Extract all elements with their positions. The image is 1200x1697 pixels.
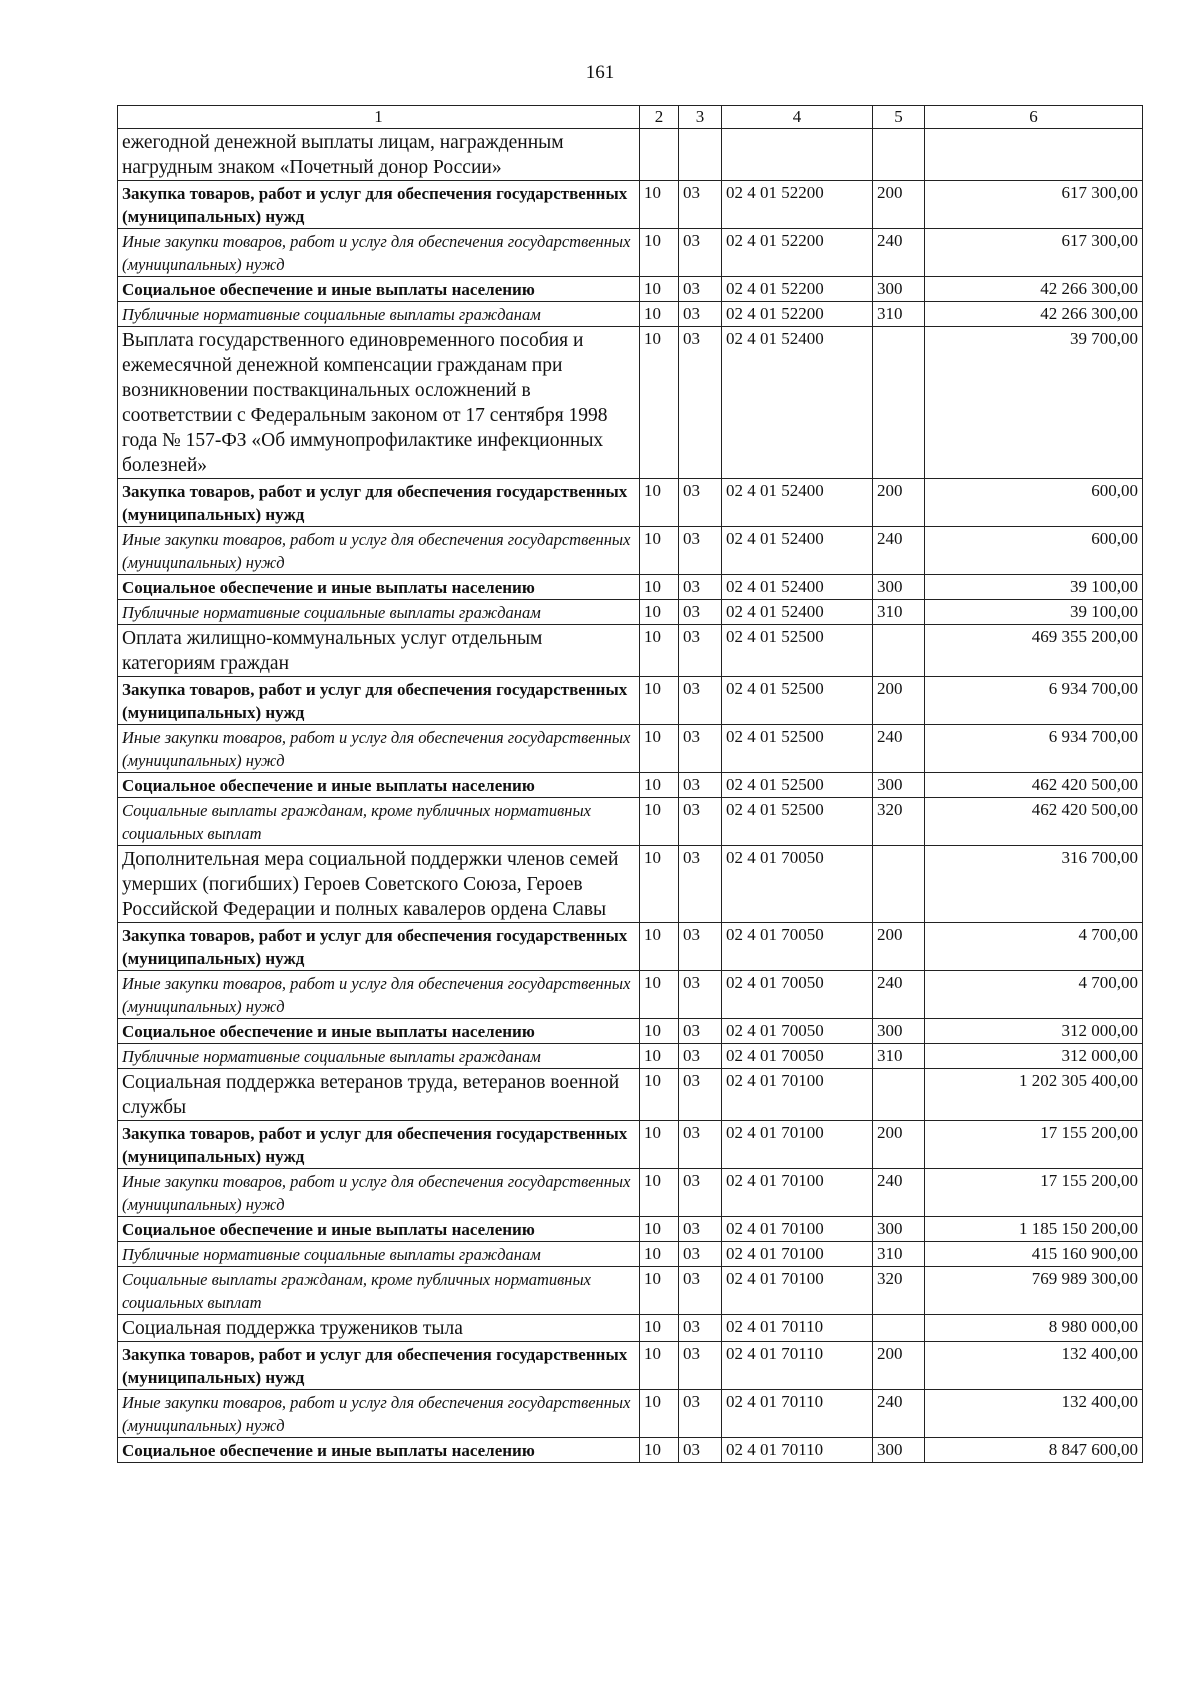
- row-subsection-cell: 03: [679, 773, 722, 798]
- row-section-cell: 10: [640, 1169, 679, 1217]
- row-expense-type-cell: 200: [873, 1121, 925, 1169]
- header-cell: 6: [925, 106, 1143, 129]
- row-subsection-cell: 03: [679, 277, 722, 302]
- header-cell: 1: [118, 106, 640, 129]
- row-amount-cell: 462 420 500,00: [925, 773, 1143, 798]
- row-amount-cell: 316 700,00: [925, 846, 1143, 923]
- row-amount-cell: 4 700,00: [925, 971, 1143, 1019]
- row-expense-type-cell: 300: [873, 575, 925, 600]
- row-name-cell: Выплата государственного единовременного пособия и ежемесячной денежной компенсации гражданам при возникновении поствакцинальных осложнений в соответствии с Федеральным законом от 17 сентября 1998 года № 157-ФЗ «Об иммунопрофилактике инфекционных болезней»: [118, 327, 640, 479]
- row-subsection-cell: 03: [679, 600, 722, 625]
- table-row: [118, 1217, 1143, 1242]
- table-row: [118, 1267, 1143, 1315]
- row-section-cell: 10: [640, 229, 679, 277]
- table-row: [118, 1169, 1143, 1217]
- row-amount-cell: 617 300,00: [925, 229, 1143, 277]
- row-expense-type-cell: [873, 1315, 925, 1342]
- row-amount-cell: 8 980 000,00: [925, 1315, 1143, 1342]
- row-amount-cell: 42 266 300,00: [925, 277, 1143, 302]
- row-name-cell: Социальное обеспечение и иные выплаты населению: [118, 773, 640, 798]
- table-row: [118, 971, 1143, 1019]
- row-section-cell: 10: [640, 1217, 679, 1242]
- row-subsection-cell: 03: [679, 327, 722, 479]
- row-section-cell: 10: [640, 277, 679, 302]
- row-subsection-cell: 03: [679, 1315, 722, 1342]
- row-name-cell: ежегодной денежной выплаты лицам, награжденным нагрудным знаком «Почетный донор России»: [118, 129, 640, 181]
- header-cell: 4: [722, 106, 873, 129]
- row-name-cell: Иные закупки товаров, работ и услуг для обеспечения государственных (муниципальных) нужд: [118, 971, 640, 1019]
- header-cell: 2: [640, 106, 679, 129]
- row-subsection-cell: 03: [679, 479, 722, 527]
- row-section-cell: 10: [640, 1069, 679, 1121]
- header-row: [118, 106, 1143, 129]
- row-name-cell: Иные закупки товаров, работ и услуг для обеспечения государственных (муниципальных) нужд: [118, 229, 640, 277]
- row-subsection-cell: 03: [679, 846, 722, 923]
- row-expense-type-cell: 240: [873, 229, 925, 277]
- table-row: [118, 1121, 1143, 1169]
- row-section-cell: 10: [640, 1342, 679, 1390]
- row-target-code-cell: 02 4 01 52500: [722, 725, 873, 773]
- row-subsection-cell: 03: [679, 798, 722, 846]
- row-subsection-cell: 03: [679, 527, 722, 575]
- row-subsection-cell: 03: [679, 229, 722, 277]
- row-subsection-cell: 03: [679, 1342, 722, 1390]
- row-target-code-cell: 02 4 01 52400: [722, 575, 873, 600]
- row-section-cell: 10: [640, 625, 679, 677]
- table-row: [118, 575, 1143, 600]
- row-section-cell: 10: [640, 181, 679, 229]
- row-section-cell: 10: [640, 600, 679, 625]
- row-section-cell: [640, 129, 679, 181]
- row-target-code-cell: 02 4 01 52500: [722, 677, 873, 725]
- row-subsection-cell: 03: [679, 677, 722, 725]
- row-section-cell: 10: [640, 773, 679, 798]
- row-subsection-cell: 03: [679, 625, 722, 677]
- row-name-cell: Социальная поддержка тружеников тыла: [118, 1315, 640, 1342]
- row-target-code-cell: 02 4 01 70100: [722, 1121, 873, 1169]
- table-row: [118, 798, 1143, 846]
- row-section-cell: 10: [640, 677, 679, 725]
- row-section-cell: 10: [640, 725, 679, 773]
- row-subsection-cell: 03: [679, 923, 722, 971]
- row-amount-cell: 600,00: [925, 479, 1143, 527]
- row-amount-cell: 4 700,00: [925, 923, 1143, 971]
- row-name-cell: Публичные нормативные социальные выплаты гражданам: [118, 1044, 640, 1069]
- table-row: [118, 1069, 1143, 1121]
- page-number: 161: [585, 62, 615, 83]
- row-target-code-cell: 02 4 01 70110: [722, 1315, 873, 1342]
- row-amount-cell: 17 155 200,00: [925, 1169, 1143, 1217]
- row-section-cell: 10: [640, 575, 679, 600]
- row-target-code-cell: 02 4 01 70050: [722, 846, 873, 923]
- header-cell: 3: [679, 106, 722, 129]
- table-row: [118, 923, 1143, 971]
- row-subsection-cell: 03: [679, 725, 722, 773]
- row-amount-cell: 769 989 300,00: [925, 1267, 1143, 1315]
- row-name-cell: Социальное обеспечение и иные выплаты населению: [118, 277, 640, 302]
- row-expense-type-cell: 240: [873, 1390, 925, 1438]
- row-subsection-cell: 03: [679, 1267, 722, 1315]
- row-amount-cell: 6 934 700,00: [925, 677, 1143, 725]
- table-row: [118, 625, 1143, 677]
- row-target-code-cell: 02 4 01 70100: [722, 1267, 873, 1315]
- row-name-cell: Дополнительная мера социальной поддержки членов семей умерших (погибших) Героев Советского Союза, Героев Российской Федерации и полных кавалеров ордена Славы: [118, 846, 640, 923]
- row-subsection-cell: 03: [679, 1438, 722, 1463]
- row-name-cell: Иные закупки товаров, работ и услуг для обеспечения государственных (муниципальных) нужд: [118, 1390, 640, 1438]
- row-amount-cell: 415 160 900,00: [925, 1242, 1143, 1267]
- row-name-cell: Социальные выплаты гражданам, кроме публичных нормативных социальных выплат: [118, 798, 640, 846]
- row-section-cell: 10: [640, 527, 679, 575]
- row-target-code-cell: 02 4 01 70110: [722, 1390, 873, 1438]
- row-amount-cell: 1 185 150 200,00: [925, 1217, 1143, 1242]
- table-row: [118, 846, 1143, 923]
- row-amount-cell: 1 202 305 400,00: [925, 1069, 1143, 1121]
- row-expense-type-cell: 320: [873, 1267, 925, 1315]
- row-expense-type-cell: 240: [873, 527, 925, 575]
- row-target-code-cell: 02 4 01 70100: [722, 1069, 873, 1121]
- row-target-code-cell: 02 4 01 52200: [722, 181, 873, 229]
- row-target-code-cell: [722, 129, 873, 181]
- row-target-code-cell: 02 4 01 70050: [722, 1019, 873, 1044]
- row-expense-type-cell: 200: [873, 181, 925, 229]
- row-name-cell: Закупка товаров, работ и услуг для обеспечения государственных (муниципальных) нужд: [118, 479, 640, 527]
- row-expense-type-cell: 300: [873, 1217, 925, 1242]
- row-amount-cell: 39 100,00: [925, 575, 1143, 600]
- row-name-cell: Закупка товаров, работ и услуг для обеспечения государственных (муниципальных) нужд: [118, 181, 640, 229]
- table-row: [118, 1044, 1143, 1069]
- row-amount-cell: 39 700,00: [925, 327, 1143, 479]
- row-amount-cell: 469 355 200,00: [925, 625, 1143, 677]
- row-amount-cell: 8 847 600,00: [925, 1438, 1143, 1463]
- row-subsection-cell: 03: [679, 1242, 722, 1267]
- row-amount-cell: 462 420 500,00: [925, 798, 1143, 846]
- row-name-cell: Иные закупки товаров, работ и услуг для обеспечения государственных (муниципальных) нужд: [118, 725, 640, 773]
- row-expense-type-cell: 310: [873, 302, 925, 327]
- row-name-cell: Социальная поддержка ветеранов труда, ветеранов военной службы: [118, 1069, 640, 1121]
- row-amount-cell: 617 300,00: [925, 181, 1143, 229]
- row-expense-type-cell: 310: [873, 1242, 925, 1267]
- table-body: [118, 129, 1143, 1463]
- row-expense-type-cell: [873, 327, 925, 479]
- row-name-cell: Закупка товаров, работ и услуг для обеспечения государственных (муниципальных) нужд: [118, 1342, 640, 1390]
- row-target-code-cell: 02 4 01 52200: [722, 229, 873, 277]
- table-row: [118, 277, 1143, 302]
- row-section-cell: 10: [640, 1267, 679, 1315]
- row-amount-cell: 312 000,00: [925, 1044, 1143, 1069]
- row-name-cell: Публичные нормативные социальные выплаты гражданам: [118, 302, 640, 327]
- row-amount-cell: 600,00: [925, 527, 1143, 575]
- row-target-code-cell: 02 4 01 52200: [722, 277, 873, 302]
- row-expense-type-cell: 200: [873, 1342, 925, 1390]
- row-name-cell: Социальное обеспечение и иные выплаты населению: [118, 1019, 640, 1044]
- row-subsection-cell: 03: [679, 575, 722, 600]
- row-target-code-cell: 02 4 01 52400: [722, 327, 873, 479]
- row-name-cell: Иные закупки товаров, работ и услуг для обеспечения государственных (муниципальных) нужд: [118, 527, 640, 575]
- row-expense-type-cell: [873, 846, 925, 923]
- row-expense-type-cell: 200: [873, 677, 925, 725]
- row-section-cell: 10: [640, 923, 679, 971]
- row-target-code-cell: 02 4 01 70110: [722, 1342, 873, 1390]
- row-name-cell: Публичные нормативные социальные выплаты гражданам: [118, 600, 640, 625]
- row-subsection-cell: 03: [679, 1044, 722, 1069]
- row-subsection-cell: [679, 129, 722, 181]
- row-name-cell: Иные закупки товаров, работ и услуг для обеспечения государственных (муниципальных) нужд: [118, 1169, 640, 1217]
- row-name-cell: Закупка товаров, работ и услуг для обеспечения государственных (муниципальных) нужд: [118, 677, 640, 725]
- row-subsection-cell: 03: [679, 1217, 722, 1242]
- row-section-cell: 10: [640, 479, 679, 527]
- row-amount-cell: 132 400,00: [925, 1390, 1143, 1438]
- row-expense-type-cell: 300: [873, 277, 925, 302]
- row-amount-cell: 39 100,00: [925, 600, 1143, 625]
- row-target-code-cell: 02 4 01 70100: [722, 1169, 873, 1217]
- row-amount-cell: 17 155 200,00: [925, 1121, 1143, 1169]
- row-section-cell: 10: [640, 1242, 679, 1267]
- row-name-cell: Социальное обеспечение и иные выплаты населению: [118, 1217, 640, 1242]
- row-target-code-cell: 02 4 01 52400: [722, 479, 873, 527]
- table-row: [118, 1315, 1143, 1342]
- row-section-cell: 10: [640, 798, 679, 846]
- row-name-cell: Закупка товаров, работ и услуг для обеспечения государственных (муниципальных) нужд: [118, 923, 640, 971]
- table-row: [118, 1242, 1143, 1267]
- row-amount-cell: 132 400,00: [925, 1342, 1143, 1390]
- row-target-code-cell: 02 4 01 70050: [722, 923, 873, 971]
- row-expense-type-cell: 300: [873, 1019, 925, 1044]
- table-row: [118, 181, 1143, 229]
- row-expense-type-cell: 200: [873, 923, 925, 971]
- row-amount-cell: 6 934 700,00: [925, 725, 1143, 773]
- row-name-cell: Социальное обеспечение и иные выплаты населению: [118, 1438, 640, 1463]
- row-section-cell: 10: [640, 302, 679, 327]
- row-target-code-cell: 02 4 01 52400: [722, 527, 873, 575]
- row-expense-type-cell: 300: [873, 1438, 925, 1463]
- row-name-cell: Социальное обеспечение и иные выплаты населению: [118, 575, 640, 600]
- row-subsection-cell: 03: [679, 1390, 722, 1438]
- row-name-cell: Социальные выплаты гражданам, кроме публичных нормативных социальных выплат: [118, 1267, 640, 1315]
- table-row: [118, 725, 1143, 773]
- table-row: [118, 229, 1143, 277]
- row-expense-type-cell: [873, 625, 925, 677]
- row-target-code-cell: 02 4 01 70050: [722, 971, 873, 1019]
- table-row: [118, 1019, 1143, 1044]
- row-target-code-cell: 02 4 01 70050: [722, 1044, 873, 1069]
- table-row: [118, 479, 1143, 527]
- row-target-code-cell: 02 4 01 52500: [722, 798, 873, 846]
- row-target-code-cell: 02 4 01 52500: [722, 625, 873, 677]
- header-cell: 5: [873, 106, 925, 129]
- table-row: [118, 1438, 1143, 1463]
- row-target-code-cell: 02 4 01 70100: [722, 1242, 873, 1267]
- row-amount-cell: 42 266 300,00: [925, 302, 1143, 327]
- row-expense-type-cell: [873, 1069, 925, 1121]
- budget-table: [117, 105, 1143, 1463]
- row-name-cell: Закупка товаров, работ и услуг для обеспечения государственных (муниципальных) нужд: [118, 1121, 640, 1169]
- table-row: [118, 129, 1143, 181]
- row-target-code-cell: 02 4 01 52500: [722, 773, 873, 798]
- table-row: [118, 600, 1143, 625]
- table-row: [118, 302, 1143, 327]
- row-expense-type-cell: [873, 129, 925, 181]
- row-target-code-cell: 02 4 01 52200: [722, 302, 873, 327]
- row-expense-type-cell: 310: [873, 1044, 925, 1069]
- row-section-cell: 10: [640, 846, 679, 923]
- row-target-code-cell: 02 4 01 52400: [722, 600, 873, 625]
- row-subsection-cell: 03: [679, 181, 722, 229]
- row-subsection-cell: 03: [679, 1019, 722, 1044]
- table-row: [118, 327, 1143, 479]
- row-subsection-cell: 03: [679, 302, 722, 327]
- row-amount-cell: 312 000,00: [925, 1019, 1143, 1044]
- row-expense-type-cell: 320: [873, 798, 925, 846]
- row-name-cell: Публичные нормативные социальные выплаты гражданам: [118, 1242, 640, 1267]
- row-subsection-cell: 03: [679, 1121, 722, 1169]
- row-section-cell: 10: [640, 1390, 679, 1438]
- row-expense-type-cell: 300: [873, 773, 925, 798]
- row-section-cell: 10: [640, 1438, 679, 1463]
- row-section-cell: 10: [640, 327, 679, 479]
- row-amount-cell: [925, 129, 1143, 181]
- row-section-cell: 10: [640, 971, 679, 1019]
- table-row: [118, 677, 1143, 725]
- row-target-code-cell: 02 4 01 70110: [722, 1438, 873, 1463]
- row-expense-type-cell: 240: [873, 725, 925, 773]
- row-expense-type-cell: 240: [873, 971, 925, 1019]
- row-target-code-cell: 02 4 01 70100: [722, 1217, 873, 1242]
- row-subsection-cell: 03: [679, 1069, 722, 1121]
- row-section-cell: 10: [640, 1019, 679, 1044]
- table-row: [118, 773, 1143, 798]
- table-row: [118, 1342, 1143, 1390]
- table-row: [118, 527, 1143, 575]
- row-expense-type-cell: 200: [873, 479, 925, 527]
- row-section-cell: 10: [640, 1121, 679, 1169]
- table-row: [118, 1390, 1143, 1438]
- row-expense-type-cell: 240: [873, 1169, 925, 1217]
- row-section-cell: 10: [640, 1044, 679, 1069]
- row-section-cell: 10: [640, 1315, 679, 1342]
- row-name-cell: Оплата жилищно-коммунальных услуг отдельным категориям граждан: [118, 625, 640, 677]
- row-subsection-cell: 03: [679, 1169, 722, 1217]
- row-expense-type-cell: 310: [873, 600, 925, 625]
- row-subsection-cell: 03: [679, 971, 722, 1019]
